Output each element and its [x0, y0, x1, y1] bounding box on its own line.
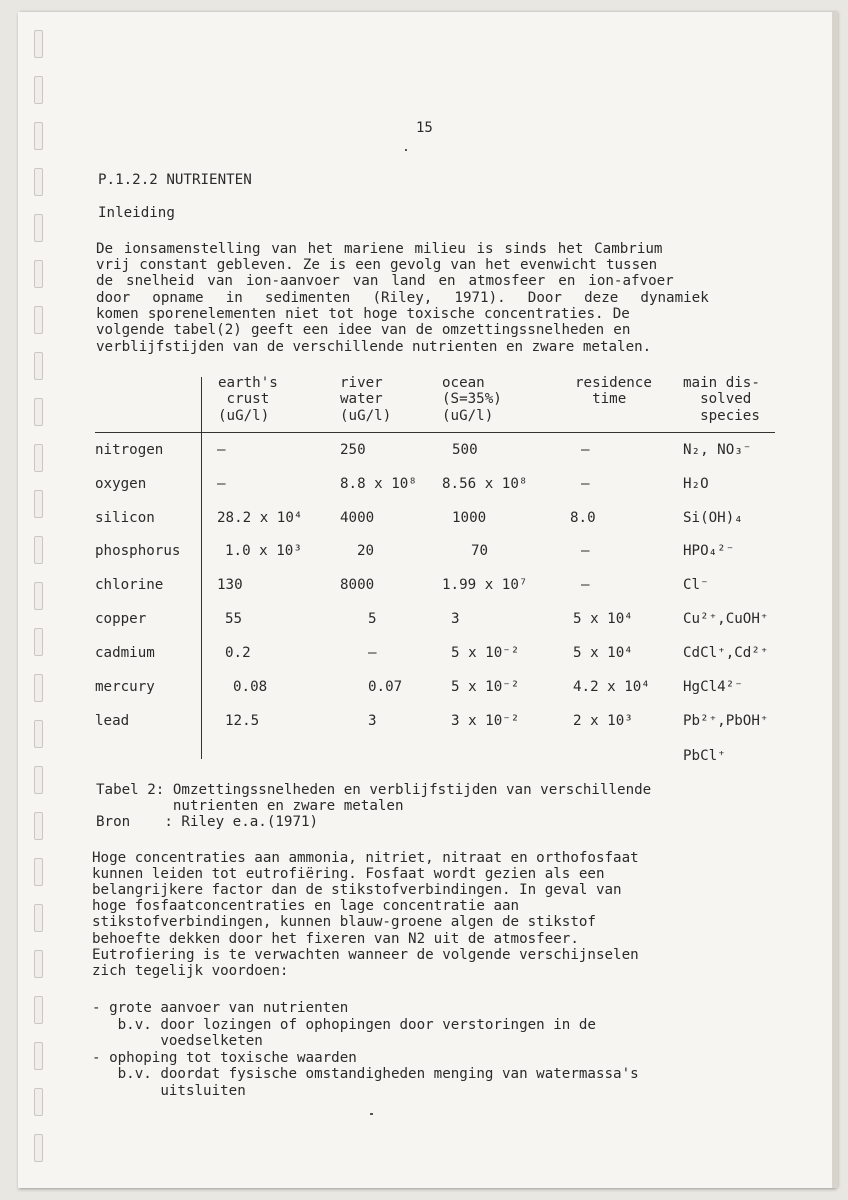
- speck: [370, 1113, 373, 1115]
- river-value: 4000: [340, 510, 375, 526]
- list-item-detail: b.v. doordat fysische omstandigheden menging van watermassa's: [92, 1066, 639, 1082]
- ocean-value: 5 x 10⁻²: [451, 645, 520, 661]
- species-value: Si(OH)₄: [683, 510, 743, 526]
- body-line: zich tegelijk voordoen:: [92, 963, 289, 979]
- element-name: phosphorus: [95, 543, 181, 559]
- page-edge: [832, 12, 838, 1188]
- residence-value: –: [581, 577, 590, 593]
- species-value: Cl⁻: [683, 577, 709, 593]
- list-item-detail: b.v. door lozingen of ophopingen door verstoringen in de: [92, 1017, 596, 1033]
- binding-holes: [34, 30, 44, 1180]
- element-name: cadmium: [95, 645, 155, 661]
- ocean-value: 5 x 10⁻²: [451, 679, 520, 695]
- subheading: Inleiding: [98, 205, 175, 221]
- species-value: CdCl⁺,Cd²⁺: [683, 645, 769, 661]
- intro-line: verblijfstijden van de verschillende nutrienten en zware metalen.: [96, 339, 652, 355]
- crust-value: 1.0 x 10³: [225, 543, 302, 559]
- species-value: N₂, NO₃⁻: [683, 442, 752, 458]
- ocean-value: 8.56 x 10⁸: [442, 476, 528, 492]
- page-number: 15: [416, 120, 433, 136]
- crust-value: 0.2: [225, 645, 251, 661]
- river-value: –: [368, 645, 377, 661]
- crust-value: 130: [217, 577, 243, 593]
- intro-line: De ionsamenstelling van het mariene milieu is sinds het Cambrium: [96, 241, 663, 257]
- residence-value: 4.2 x 10⁴: [573, 679, 650, 695]
- crust-value: 55: [225, 611, 243, 627]
- body-line: hoge fosfaatconcentraties en lage concentratie aan: [92, 898, 520, 914]
- extra-species-value: PbCl⁺: [683, 748, 726, 764]
- body-line: Eutrofiering is te verwachten wanneer de volgende verschijnselen: [92, 947, 639, 963]
- intro-line: vrij constant gebleven. Ze is een gevolg van het evenwicht tussen: [96, 257, 658, 273]
- ocean-value: 3 x 10⁻²: [451, 713, 520, 729]
- residence-value: –: [581, 476, 590, 492]
- table-divider: [201, 377, 202, 759]
- river-value: 20: [357, 543, 375, 559]
- residence-value: –: [581, 442, 590, 458]
- crust-value: 12.5: [225, 713, 260, 729]
- element-name: nitrogen: [95, 442, 164, 458]
- col-header-ocean: ocean (S=35%) (uG/l): [442, 375, 502, 424]
- intro-line: de snelheid van ion-aanvoer van land en atmosfeer en ion-afvoer: [96, 273, 674, 289]
- crust-value: –: [217, 442, 226, 458]
- intro-line: door opname in sedimenten (Riley, 1971). Door deze dynamiek: [96, 290, 709, 306]
- residence-value: 8.0: [570, 510, 596, 526]
- species-value: Cu²⁺,CuOH⁺: [683, 611, 769, 627]
- list-item: - ophoping tot toxische waarden: [92, 1050, 357, 1066]
- species-value: HgCl4²⁻: [683, 679, 743, 695]
- residence-value: 5 x 10⁴: [573, 645, 633, 661]
- col-header-river: river water (uG/l): [340, 375, 392, 424]
- list-item: - grote aanvoer van nutrienten: [92, 1000, 349, 1016]
- speck: [405, 149, 407, 151]
- table-source: Bron : Riley e.a.(1971): [96, 814, 319, 830]
- body-line: behoefte dekken door het fixeren van N2 uit de atmosfeer.: [92, 931, 579, 947]
- element-name: mercury: [95, 679, 155, 695]
- crust-value: 28.2 x 10⁴: [217, 510, 303, 526]
- river-value: 8.8 x 10⁸: [340, 476, 417, 492]
- table-caption: nutrienten en zware metalen: [96, 798, 404, 814]
- element-name: oxygen: [95, 476, 147, 492]
- element-name: silicon: [95, 510, 155, 526]
- species-value: Pb²⁺,PbOH⁺: [683, 713, 769, 729]
- body-line: stikstofverbindingen, kunnen blauw-groene algen de stikstof: [92, 914, 596, 930]
- element-name: chlorine: [95, 577, 164, 593]
- river-value: 5: [368, 611, 377, 627]
- list-item-detail: uitsluiten: [92, 1083, 246, 1099]
- ocean-value: 3: [451, 611, 460, 627]
- list-item-detail: voedselketen: [92, 1033, 263, 1049]
- species-value: H₂O: [683, 476, 709, 492]
- residence-value: 5 x 10⁴: [573, 611, 633, 627]
- river-value: 250: [340, 442, 366, 458]
- section-heading: P.1.2.2 NUTRIENTEN: [98, 172, 252, 188]
- river-value: 3: [368, 713, 377, 729]
- ocean-value: 500: [452, 442, 478, 458]
- col-header-crust: earth's crust (uG/l): [218, 375, 278, 424]
- species-value: HPO₄²⁻: [683, 543, 735, 559]
- col-header-residence: residence time: [575, 375, 652, 408]
- river-value: 0.07: [368, 679, 403, 695]
- residence-value: –: [581, 543, 590, 559]
- residence-value: 2 x 10³: [573, 713, 633, 729]
- intro-line: volgende tabel(2) geeft een idee van de omzettingssnelheden en: [96, 322, 631, 338]
- table-rule: [95, 432, 775, 433]
- element-name: lead: [95, 713, 130, 729]
- table-caption: Tabel 2: Omzettingssnelheden en verblijfstijden van verschillende: [96, 782, 652, 798]
- ocean-value: 70: [471, 543, 489, 559]
- crust-value: –: [217, 476, 226, 492]
- intro-line: komen sporenelementen niet tot hoge toxische concentraties. De: [96, 306, 630, 322]
- ocean-value: 1000: [452, 510, 487, 526]
- body-line: kunnen leiden tot eutrofiëring. Fosfaat wordt gezien als een: [92, 866, 605, 882]
- body-line: belangrijkere factor dan de stikstofverbindingen. In geval van: [92, 882, 622, 898]
- body-line: Hoge concentraties aan ammonia, nitriet, nitraat en orthofosfaat: [92, 850, 639, 866]
- crust-value: 0.08: [233, 679, 268, 695]
- ocean-value: 1.99 x 10⁷: [442, 577, 528, 593]
- col-header-species: main dis- solved species: [683, 375, 760, 424]
- element-name: copper: [95, 611, 147, 627]
- river-value: 8000: [340, 577, 375, 593]
